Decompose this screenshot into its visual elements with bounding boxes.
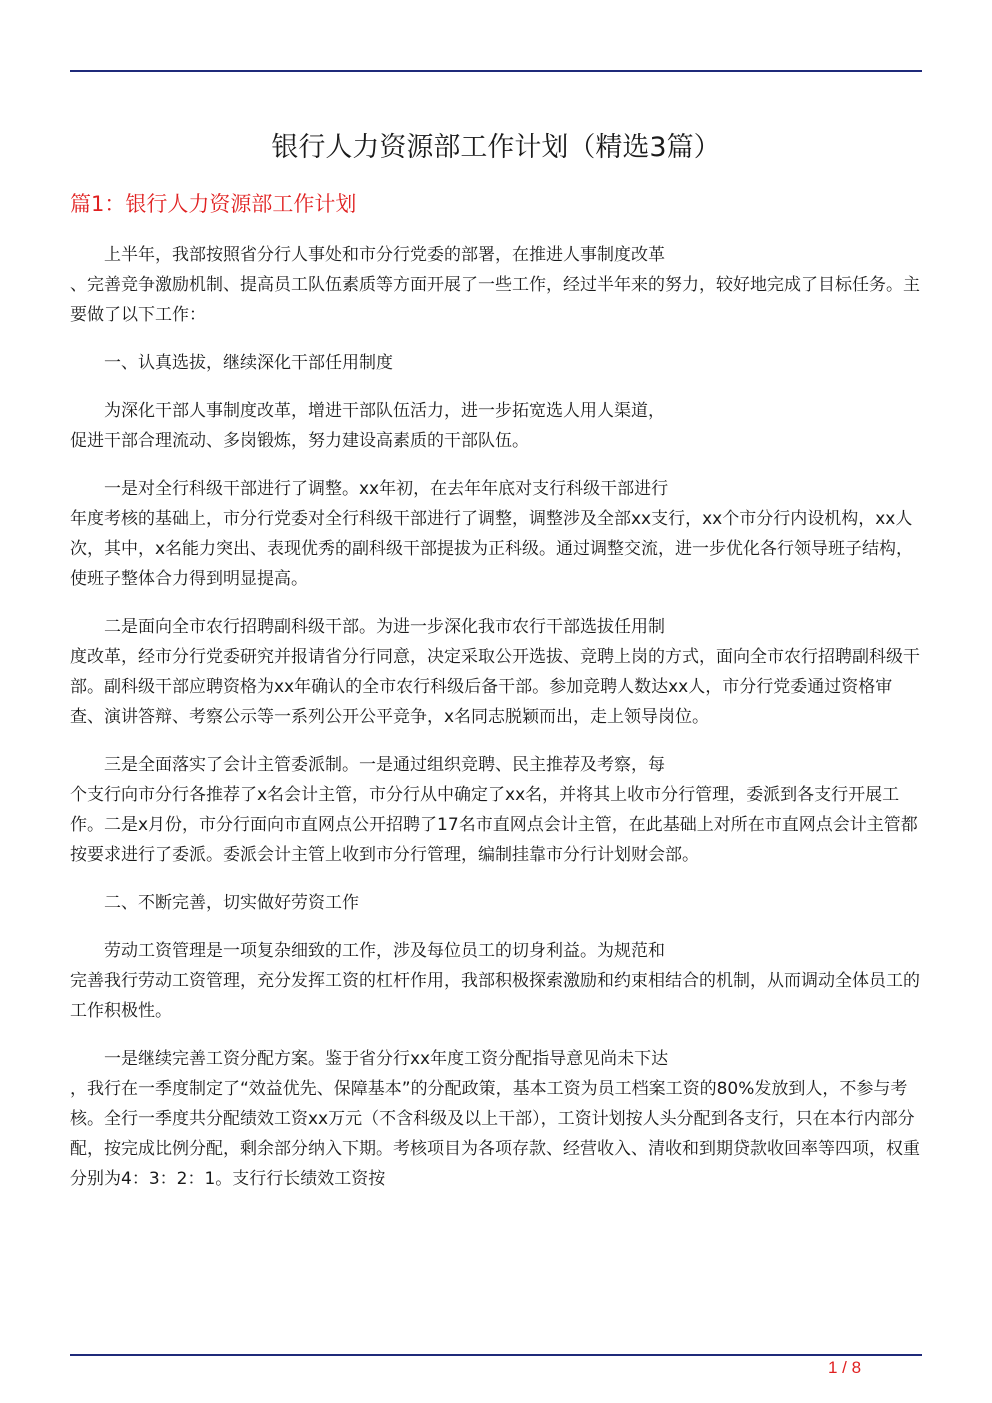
paragraph: 二是面向全市农行招聘副科级干部。为进一步深化我市农行干部选拔任用制 度改革，经市分行党委研究并报请省分行同意，决定采取公开选拔、竞聘上岗的方式，面向全市农行招聘副科级干部。副科级干部应聘资格为xx年确认的全市农行科级后备干部。参加竞聘人数达xx人，市分行党委通过资格审查、演讲答辩、考察公示等一系列公开公平竞争，x名同志脱颖而出，走上领导岗位。 [70, 617, 920, 727]
paragraph: 上半年，我部按照省分行人事处和市分行党委的部署，在推进人事制度改革 、完善竞争激励机制、提高员工队伍素质等方面开展了一些工作，经过半年来的努力，较好地完成了目标任务。主要做了以下工作： [70, 245, 920, 325]
footer-rule [70, 1354, 922, 1356]
header-rule [70, 70, 922, 72]
page-number: 1 / 8 [828, 1358, 862, 1377]
paragraph: 为深化干部人事制度改革，增进干部队伍活力，进一步拓宽选人用人渠道， 促进干部合理流动、多岗锻炼，努力建设高素质的干部队伍。 [70, 401, 665, 451]
paragraph: 三是全面落实了会计主管委派制。一是通过组织竞聘、民主推荐及考察，每 个支行向市分行各推荐了x名会计主管，市分行从中确定了xx名，并将其上收市分行管理，委派到各支行开展工作。二是x月份，市分行面向市直网点公开招聘了17名市直网点会计主管，在此基础上对所在市直网点会计主管都按要求进行了委派。委派会计主管上收到市分行管理，编制挂靠市分行计划财会部。 [70, 755, 918, 865]
paragraph: 一是继续完善工资分配方案。鉴于省分行xx年度工资分配指导意见尚未下达 ，我行在一季度制定了“效益优先、保障基本”的分配政策，基本工资为员工档案工资的80%发放到人，不参与考核。全行一季度共分配绩效工资xx万元（不含科级及以上干部），工资计划按人头分配到各支行，只在本行内部分配，按完成比例分配，剩余部分纳入下期。考核项目为各项存款、经营收入、清收和到期贷款收回率等四项，权重分别为4：3：2：1。支行行长绩效工资按 [70, 1049, 920, 1189]
document-body [70, 240, 922, 1212]
paragraph: 劳动工资管理是一项复杂细致的工作，涉及每位员工的切身利益。为规范和 完善我行劳动工资管理，充分发挥工资的杠杆作用，我部积极探索激励和约束相结合的机制，从而调动全体员工的工作积极性。 [70, 941, 920, 1021]
paragraph: 一是对全行科级干部进行了调整。xx年初，在去年年底对支行科级干部进行 年度考核的基础上，市分行党委对全行科级干部进行了调整，调整涉及全部xx支行，xx个市分行内设机构，xx人次，其中，x名能力突出、表现优秀的副科级干部提拔为正科级。通过调整交流，进一步优化各行领导班子结构，使班子整体合力得到明显提高。 [70, 479, 914, 589]
section-title: 篇1：银行人力资源部工作计划 [70, 192, 357, 216]
document-title: 银行人力资源部工作计划（精选3篇） [271, 132, 721, 163]
paragraph-heading: 二、不断完善，切实做好劳资工作 [70, 893, 359, 913]
paragraph-heading: 一、认真选拔，继续深化干部任用制度 [70, 353, 393, 373]
